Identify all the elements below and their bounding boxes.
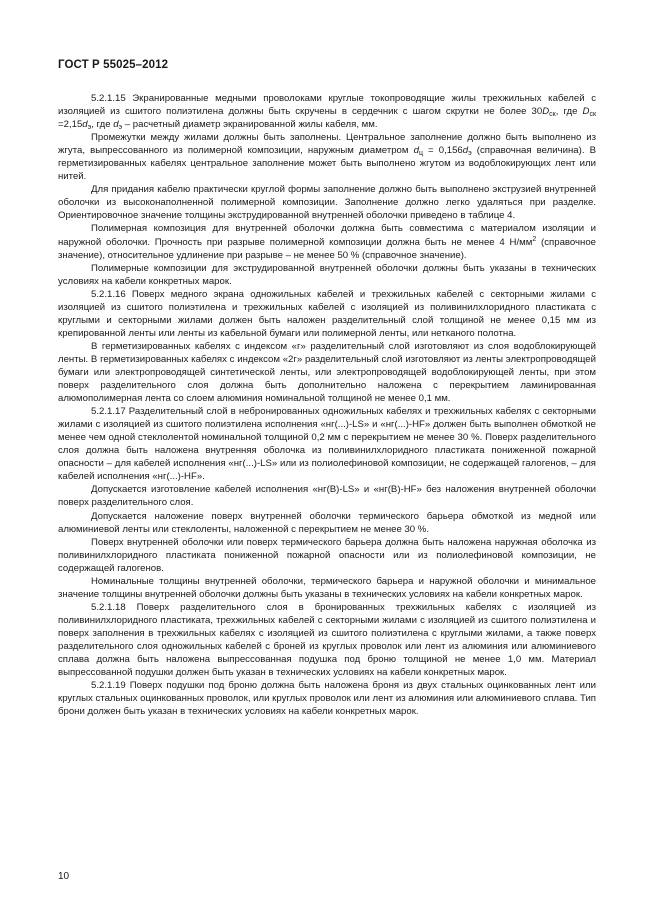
paragraph-5-2-1-17: 5.2.1.17 Разделительный слой в небронированных одножильных кабелях и трехжильных кабелях с секторными жилами с изоляцией из сшитого полиэтилена исполнения «нг(...)-LS» и «нг(...)-HF» должен быть выполнен обмоткой не менее чем одной стеклолентой номинальной толщиной 0,2 мм с перекрытием не менее 30 %. Поверх разделительного слоя должна быть наложена внутренняя оболочка из поливинилхлоридного пластиката пониженной пожарной опасности – для кабелей исполнения «нг(...)-LS» или из полиолефиновой композиции, не содержащей галогенов, – для кабелей исполнения «нг(...)-HF». — [58, 406, 596, 483]
paragraph-thermal-barrier: Допускается наложение поверх внутренней оболочки термического барьера обмоткой из медной или алюминиевой ленты или стеклоленты, наложенной с перекрытием не менее 30 %. — [58, 510, 596, 535]
paragraph-5-2-1-15: 5.2.1.15 Экранированные медными проволоками круглые токопроводящие жилы трехжильных кабелей с изоляцией из сшитого полиэтилена должны быть скручены в сердечник с шагом скрутки не более $30D_{ск}$, где $D_{ск} =2,15d_э$, где $d_э$ – расчетный диаметр экранированной жилы кабеля, мм. — [58, 93, 596, 132]
paragraph-polymer-compatibility: Полимерная композиция для внутренней оболочки должна быть совместима с материалом изоляции и наружной оболочки. Прочность при разрыве полимерной композиции должна быть не менее 4 $Н/мм^2$ (справочное значение), относительное удлинение при разрыве – не менее 50 % (справочное значение). — [58, 223, 596, 261]
paragraph-central-filling: Промежутки между жилами должны быть заполнены. Центральное заполнение должно быть выполнено из жгута, выпрессованного из полимерной композиции, наружным диаметром $d_ц = 0,156d_э$ (справочная величина). В герметизированных кабелях центральное заполнение может быть выполнено жгутом из водоблокирующих лент или нитей. — [58, 132, 596, 183]
paragraph-round-shape: Для придания кабелю практически круглой формы заполнение должно быть выполнено экструзией внутренней оболочки из высоконаполненной полимерной композиции. Заполнение должно легко удаляться при разделке. Ориентировочное значение толщины экструдированной внутренней оболочки приведено в таблице 4. — [58, 184, 596, 222]
paragraph-5-2-1-18: 5.2.1.18 Поверх разделительного слоя в бронированных трехжильных кабелях с изоляцией из поливинилхлоридного пластиката, трехжильных кабелей с секторными жилами с изоляцией из сшитого полиэтилена и поверх заполнения в трехжильных кабелях с изоляцией из сшитого полиэтилена с круглыми жилами, а также поверх разделительного слоя одножильных кабелей с броней из круглых проволок или лент из алюминия или алюминиевого сплава должна быть наложена выпрессованная подушка под броню толщиной не менее 1,0 мм. Материал выпрессованной подушки должен быть указан в технических условиях на кабели конкретных марок. — [58, 601, 596, 679]
paragraph-5-2-1-19: 5.2.1.19 Поверх подушки под броню должна быть наложена броня из двух стальных оцинкованных лент или круглых стальных оцинкованных проволок, или круглых проволок или лент из алюминия или алюминиевого сплава. Тип брони должен быть указан в технических условиях на кабели конкретных марок. — [58, 680, 596, 718]
paragraph-sealed-cables: В герметизированных кабелях с индексом «г» разделительный слой изготовляют из слоя водоблокирующей ленты. В герметизированных кабелях с индексом «2г» разделительный слой изготовляют из ленты электропроводящей бумаги или электропроводящей синтетической ленты, или электропроводящей водоблокирующей ленты, при этом поверх разделительного слоя должна быть дополнительно наложена с перекрытием ламинированная алюмополимерная лента со слоем алюминия номинальной толщиной не менее 0,1 мм. — [58, 340, 596, 405]
document-body — [58, 92, 596, 718]
paragraph-no-inner-sheath: Допускается изготовление кабелей исполнения «нг(В)-LS» и «нг(В)-HF» без наложения внутренней оболочки поверх разделительного слоя. — [58, 484, 596, 509]
paragraph-5-2-1-16: 5.2.1.16 Поверх медного экрана одножильных кабелей и трехжильных кабелей с секторными жилами с изоляцией из сшитого полиэтилена и трехжильных кабелей с изоляцией из поливинилхлоридного пластиката с круглыми и секторными жилами должен быть наложен разделительный слой толщиной не менее 0,15 мм из крепированной ленты или ленты из кабельной бумаги или полимерной ленты, или нетканого полотна. — [58, 288, 596, 339]
paragraph-nominal-thickness: Номинальные толщины внутренней оболочки, термического барьера и наружной оболочки и минимальное значение толщины внутренней оболочки должны быть указаны в технических условиях на кабели конкретных марок. — [58, 575, 596, 600]
paragraph-outer-sheath: Поверх внутренней оболочки или поверх термического барьера должна быть наложена наружная оболочка из поливинилхлоридного пластиката пониженной пожарной опасности или из полиолефиновой композиции, не содержащей галогенов. — [58, 536, 596, 574]
paragraph-polymer-compositions: Полимерные композиции для экструдированной внутренней оболочки должны быть указаны в технических условиях на кабели конкретных марок. — [58, 262, 596, 287]
document-header: ГОСТ Р 55025–2012 — [58, 59, 169, 71]
page-number: 10 — [58, 871, 70, 882]
